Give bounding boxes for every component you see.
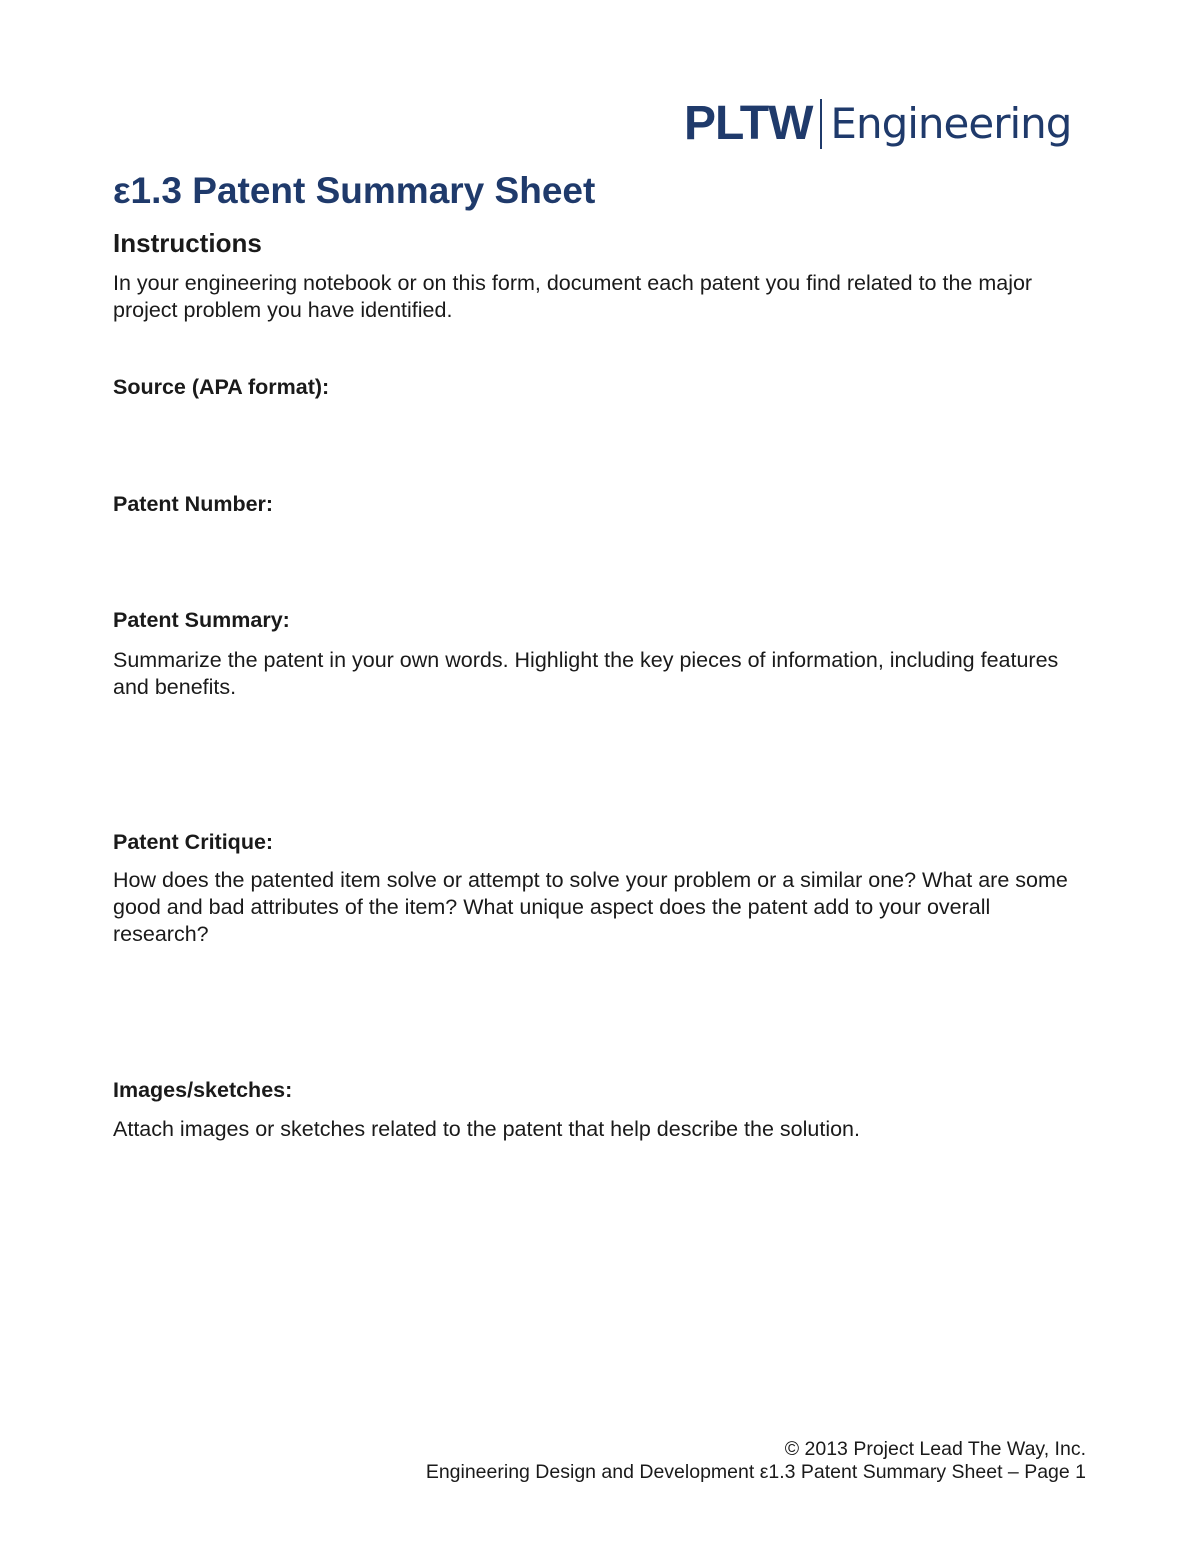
logo-divider (820, 99, 822, 149)
footer-page-line: Engineering Design and Development ε1.3 Patent Summary Sheet – Page 1 (425, 1461, 1086, 1483)
page-title: ε1.3 Patent Summary Sheet (113, 170, 596, 211)
patent-number-label: Patent Number: (113, 492, 274, 516)
images-sketches-label: Images/sketches: (113, 1078, 293, 1102)
logo-engineering-text: Engineering (830, 99, 1072, 148)
patent-summary-text: Summarize the patent in your own words. Highlight the key pieces of information, including features and benefits. (113, 648, 1059, 699)
patent-critique-label: Patent Critique: (113, 830, 274, 854)
footer-copyright: © 2013 Project Lead The Way, Inc. (784, 1438, 1086, 1460)
instructions-heading: Instructions (113, 228, 262, 258)
logo-pltw-text: PLTW (684, 97, 813, 150)
pltw-engineering-logo (684, 96, 1071, 152)
patent-critique-text: How does the patented item solve or attempt to solve your problem or a similar one? What are some good and bad attributes of the item? What unique aspect does the patent add to your overall research? (113, 868, 1068, 946)
patent-summary-label: Patent Summary: (113, 608, 290, 632)
images-sketches-text: Attach images or sketches related to the patent that help describe the solution. (113, 1117, 860, 1141)
instructions-text: In your engineering notebook or on this form, document each patent you find related to the major project problem you have identified. (113, 271, 1033, 322)
source-label: Source (APA format): (113, 375, 330, 399)
